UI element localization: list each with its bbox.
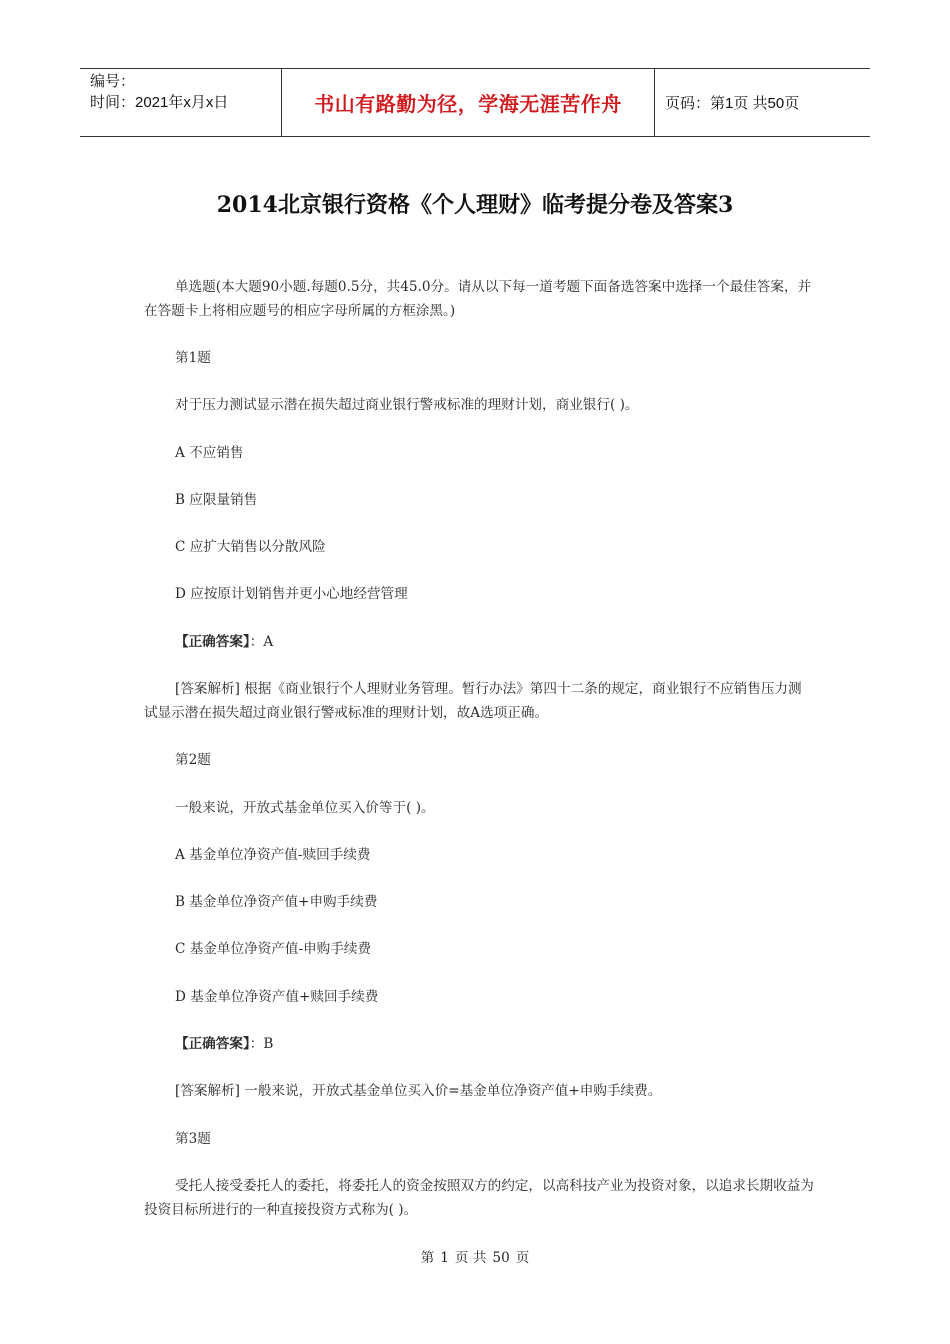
question-1-option-c: C 应扩大销售以分散风险 <box>175 539 326 555</box>
question-1-option-d: D 应按原计划销售并更小心地经营管理 <box>175 586 408 602</box>
footer-total-pages: 50 <box>492 1250 510 1266</box>
question-1-answer <box>144 631 845 655</box>
question-1-stem: 对于压力测试显示潜在损失超过商业银行警戒标准的理财计划，商业银行( )。 <box>175 397 639 413</box>
question-1-analysis: [答案解析] 根据《商业银行个人理财业务管理。暂行办法》第四十二条的规定，商业银行不应销售压力测试显示潜在损失超过商业银行警戒标准的理财计划，故A选项正确。 <box>144 681 802 721</box>
answer-value: ：A <box>249 634 274 650</box>
question-2-analysis: [答案解析] 一般来说，开放式基金单位买入价=基金单位净资产值+申购手续费。 <box>175 1083 662 1099</box>
header-meta-cell <box>80 69 282 136</box>
question-2-heading: 第2题 <box>175 752 211 768</box>
footer-page-number: 1 <box>440 1250 449 1266</box>
header-date-label: 时间：2021年x月x日 <box>90 94 229 111</box>
document-title: 2014北京银行资格《个人理财》临考提分卷及答案3 <box>216 192 734 218</box>
question-3-heading: 第3题 <box>175 1131 211 1147</box>
footer-suffix: 页 <box>515 1250 530 1266</box>
question-2-answer <box>144 1033 845 1057</box>
answer-label: 【正确答案】 <box>175 1036 250 1052</box>
header-motto: 书山有路勤为径，学海无涯苦作舟 <box>282 69 655 136</box>
question-2-option-c: C 基金单位净资产值-申购手续费 <box>175 941 372 957</box>
instructions-paragraph: 单选题(本大题90小题.每题0.5分，共45.0分。请从以下每一道考题下面备选答案中选择一个最佳答案，并在答题卡上将相应题号的相应字母所属的方框涂黑。) <box>144 279 812 319</box>
answer-value: ：B <box>249 1036 274 1052</box>
footer-mid: 页 共 <box>454 1250 487 1266</box>
question-2-option-d: D 基金单位净资产值+赎回手续费 <box>175 989 379 1005</box>
question-1-heading: 第1题 <box>175 350 211 366</box>
question-2-stem: 一般来说，开放式基金单位买入价等于( )。 <box>175 800 435 816</box>
answer-label: 【正确答案】 <box>175 634 250 650</box>
footer-prefix: 第 <box>420 1250 435 1266</box>
question-2-option-b: B 基金单位净资产值+申购手续费 <box>175 894 378 910</box>
header-number-label: 编号： <box>90 73 136 90</box>
question-2-option-a: A 基金单位净资产值-赎回手续费 <box>175 847 371 863</box>
question-3-stem: 受托人接受委托人的委托，将委托人的资金按照双方的约定，以高科技产业为投资对象，以追求长期收益为投资目标所进行的一种直接投资方式称为( )。 <box>144 1178 814 1218</box>
page-footer <box>0 1246 950 1266</box>
question-1-option-a: A 不应销售 <box>175 445 244 461</box>
question-1-option-b: B 应限量销售 <box>175 492 258 508</box>
header-page-info: 页码：第1页 共50页 <box>665 95 800 112</box>
page-header-table <box>80 68 870 137</box>
